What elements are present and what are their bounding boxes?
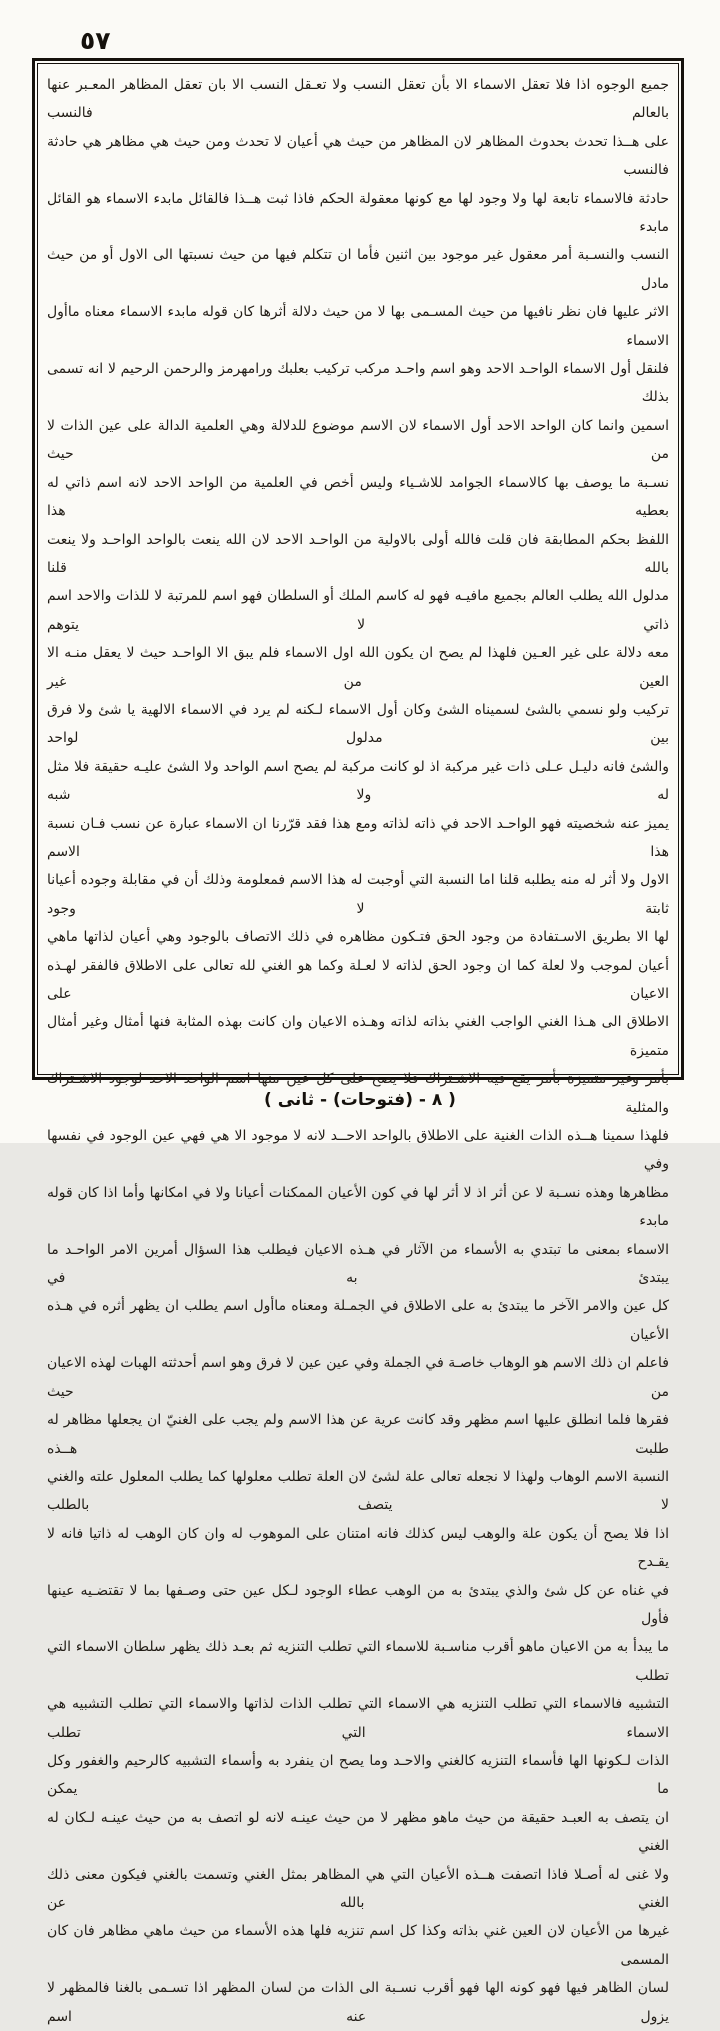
text-line: فلنقل أول الاسماء الواحـد الاحد وهو اسم واحـد مركب تركيب بعلبك ورامهرمز والرحمن الرحيم لا انه تسمى بذلك <box>47 361 669 406</box>
text-line: ولا غنى له أصـلا فاذا اتصفت هــذه الأعيان التي هي المظاهر بمثل الغني وتسمت بالغني فيكون معنى ذلك الغني بالله عن <box>47 1866 669 1911</box>
text-line: الاثر عليها فان نظر نافيها من حيث المسـمى بها لا من حيث دلالة أثرها كان قوله مابدء الاسماء معناه ماأول الاسماء <box>47 304 669 349</box>
text-line: النسبة الاسم الوهاب ولهذا لا نجعله تعالى علة لشئ لان العلة تطلب معلولها كما يطلب المعلول علته والغني لا يتصف بالطلب <box>47 1468 669 1514</box>
text-line: أعيان لموجب ولا لعلة كما ان وجود الحق لذاته لا لعـلة وكما هو الغني لله تعالى على الاطلاق فالفقر لهـذه الاعيان على <box>47 957 669 1002</box>
text-line: لسان الظاهر فيها فهو كونه الها فهو أقرب نسـبة الى الذات من لسان المظهر اذا تسـمى بالغنا فالمظهر لا يزول عنه اسم <box>47 1980 669 2025</box>
text-line: لها الا بطريق الاسـتفادة من وجود الحق فتـكون مظاهره في ذلك الاتصاف بالوجود وهي أعيان لذاتها ماهي <box>47 929 669 946</box>
text-line: الذات لـكونها الها فأسماء التنزيه كالغني والاحـد وما يصح ان ينفرد به وأسماء التشبيه كالرحيم والغفور وكل ما يمكن <box>47 1752 669 1798</box>
text-line: الاول ولا أثر له منه يطلبه قلنا اما النسبة التي أوجبت له هذا الاسم فمعلومة وذلك أن في مقابلة وجوده أعيانا ثابتة لا وجود <box>47 872 669 917</box>
text-line: فاعلم ان ذلك الاسم هو الوهاب خاصـة في الجملة وفي عين عين لا فرق وهو اسم أحدثته الهبات لهذه الاعيان من حيث <box>47 1355 669 1400</box>
text-line: غيرها من الأعيان لان العين غني بذاته وكذا كل اسم تنزيه فلها هذه الأسماء من حيث ماهي مظاهر فان كان المسمى <box>47 1923 669 1968</box>
text-line: في غناه عن كل شئ والذي يبتدئ به من الوهب عطاء الوجود لـكل عين حتى وصـفها بما لا تقتضـيه عينها فأول <box>47 1582 669 1627</box>
text-line: ان يتصف به العبـد حقيقة من حيث ماهو مظهر لا من حيث عينـه لانه لو اتصف به من حيث عينـه لـكان له الغني <box>47 1809 669 1855</box>
text-line: ما يبدأ به من الاعيان ماهو أقرب مناسـبة للاسماء التي تطلب التنزيه ثم بعـد ذلك يظهر سلطان الاسماء التي تطلب <box>47 1639 669 1684</box>
text-line: النسب والنسـبة أمر معقول غير موجود بين اثنين فأما ان تتكلم فيها من حيث نسبتها الى الاول أو من حيث مادل <box>47 247 669 292</box>
text-line: جميع الوجوه اذا فلا تعقل الاسماء الا بأن تعقل النسب ولا تعـقل النسب الا بان تعقل المظاهر المعـبر عنها بالعالم فالنسب <box>47 77 669 122</box>
text-line: فلهذا سمينا هــذه الذات الغنية على الاطلاق بالواحد الاحــد لانه لا موجود الا هي فهي عين الوجود في نفسها وفي <box>47 1128 669 1173</box>
text-line: معه دلالة على غير العـين فلهذا لم يصح ان يكون الله اول الاسماء فلم يبق الا الواحـد حيث لا يعقل منـه الا العين من غير <box>47 645 669 690</box>
text-line: اسمين وانما كان الواحد الاحد أول الاسماء لان الاسم موضوع للدلالة وهي العلمية الدالة على عين الذات لا من حيث <box>47 417 669 463</box>
body-text <box>47 71 669 2031</box>
text-line: يميز عنه شخصيته فهو الواحـد الاحد في ذاته لذاته ومع هذا فقد قرّرنا ان الاسماء عبارة عن نسب فـان نسبة هذا الاسم <box>47 815 669 860</box>
text-line: الاسماء بمعنى ما تبتدي به الأسماء من الآثار في هـذه الاعيان فيطلب هذا السؤال أمرين الامر الواحـد ما يبتدئ به في <box>47 1241 669 1287</box>
volume-signature-footer: ( ٨ - (فتوحات) - ثانى ) <box>264 1090 456 1110</box>
page-number: ٥٧ <box>80 26 111 55</box>
text-line: فقرها فلما انطلق عليها اسم مظهر وقد كانت عرية عن هذا الاسم ولم يجب على الغنيّ ان يجعلها مظاهر له طلبت هــذه <box>47 1412 669 1457</box>
text-line: تركيب ولو نسمي بالشئ لسميناه الشئ وكان أول الاسماء لـكنه لم يرد في الاسماء الالهية يا شئ ولا فرق بين مدلول لواحد <box>47 701 669 747</box>
text-line: التشبيه فالاسماء التي تطلب التنزيه هي الاسماء التي تطلب الذات لذاتها والاسماء التي تطلب التشبيه هي الاسماء التي تطلب <box>47 1696 669 1741</box>
text-line: والشئ فانه دليـل عـلى ذات غير مركبة اذ لو كانت مركبة لم يصح اسم الواحد ولا الشئ عليـه حقيقة فلا مثل له ولا شبه <box>47 758 669 804</box>
text-line: نسـبة ما يوصف بها كالاسماء الجوامد للاشـياء وليس أخص في العلمية من الواحد الاحد لانه اسم ذاتي له بعطيه هذا <box>47 474 669 520</box>
text-line: اذا فلا يصح أن يكون علة والوهب ليس كذلك فانه امتنان على الموهوب له وان كان الوهب له ذاتيا فانه لا يقـدح <box>47 1525 669 1571</box>
text-line: على هــذا تحدث بحدوث المظاهر لان المظاهر من حيث هي أعيان لا تحدث ومن حيث هي مظاهر هي حادثة فالنسب <box>47 133 669 179</box>
text-line: مدلول الله يطلب العالم بجميع مافيـه فهو له كاسم الملك أو السلطان فهو اسم للمرتبة لا للذات والاحد اسم ذاتي لا يتوهم <box>47 588 669 633</box>
text-line: اللفظ بحكم المطابقة فان قلت فالله أولى بالاولية من الواحـد الاحد لان الله ينعت بالواحد الواحـد ولا ينعت بالله قلنا <box>47 531 669 576</box>
text-line: مظاهرها وهذه نسـبة لا عن أثر اذ لا أثر لها في كون الأعيان الممكنات أعيانا ولا في امكانها وأما اذا كان قوله مابدء <box>47 1184 669 1230</box>
text-line: حادثة فالاسماء تابعة لها ولا وجود لها مع كونها معقولة الحكم فاذا ثبت هــذا فالقائل مابدء الاسماء هو القائل مابدء <box>47 190 669 236</box>
text-line: بأمر وغير متميزة بأمر يقع فيه الاشـتراك فلا يصح على كل عين منها اسم الواحد الاحد لوجود الاشـتراك والمثلية <box>47 1071 669 1116</box>
text-line: الاطلاق الى هـذا الغني الواجب الغني بذاته لذاته وهـذه الاعيان وان كانت بهذه المثابة فنها أمثال وغير أمثال متميزة <box>47 1014 669 1059</box>
text-line: كل عين والامر الآخر ما يبتدئ به على الاطلاق في الجمـلة ومعناه ماأول اسم يطلب ان يظهر أثره في هـذه الأعيان <box>47 1298 669 1343</box>
